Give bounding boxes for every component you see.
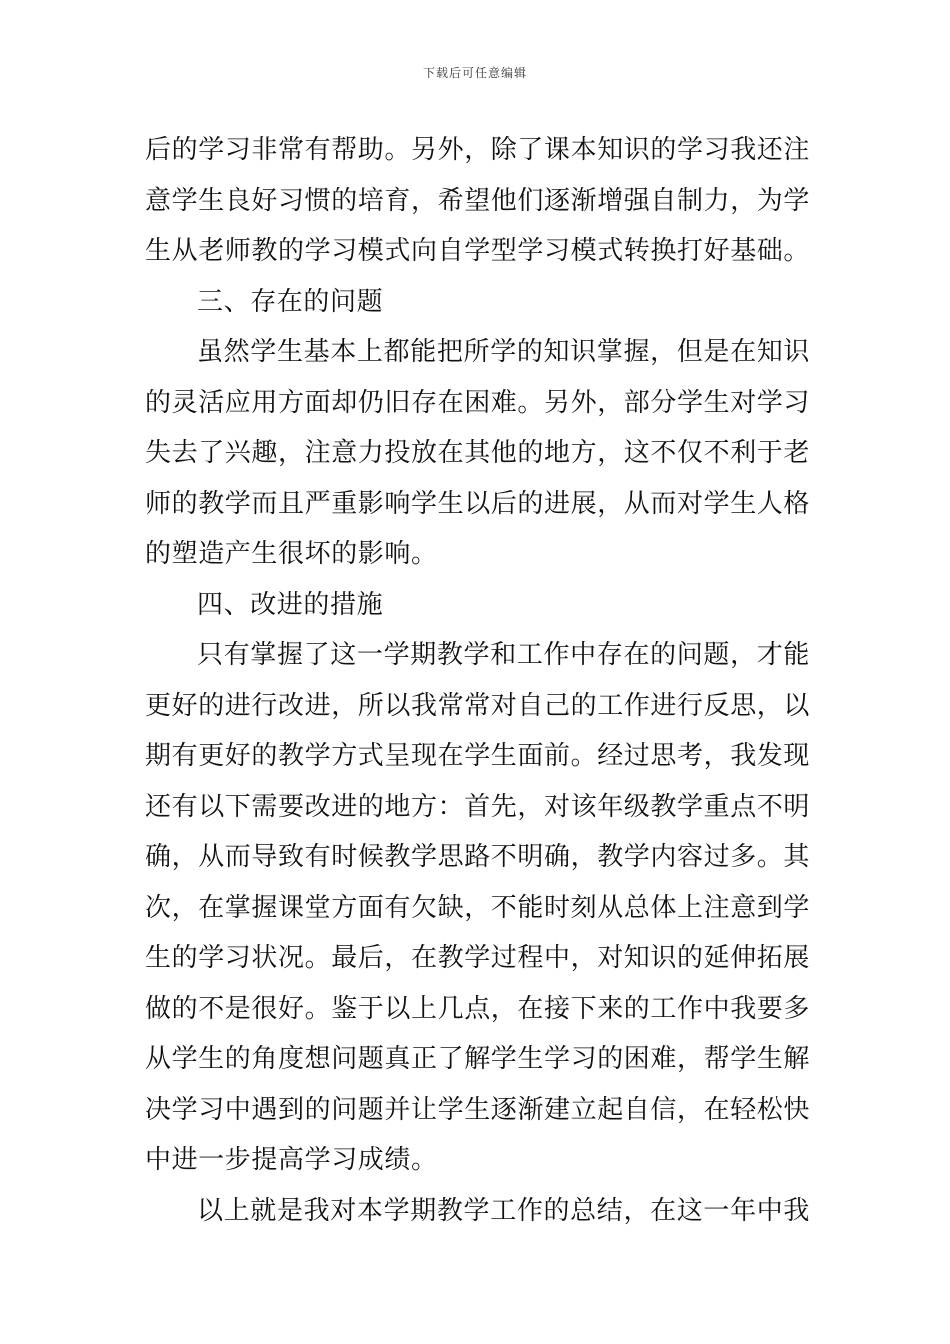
section-heading: 三、存在的问题	[197, 286, 384, 317]
text-line: 后的学习非常有帮助。另外，除了课本知识的学习我还注	[145, 135, 810, 165]
text-line: 虽然学生基本上都能把所学的知识掌握，但是在知识	[197, 337, 810, 367]
text-line: 师的教学而且严重影响学生以后的进展，从而对学生人格	[145, 488, 810, 519]
document-body	[145, 125, 810, 1236]
text-line: 失去了兴趣，注意力投放在其他的地方，这不仅不利于老	[145, 438, 810, 468]
section-heading: 四、改进的措施	[197, 589, 384, 620]
text-line: 意学生良好习惯的培育，希望他们逐渐增强自制力，为学	[145, 185, 810, 216]
text-line: 次，在掌握课堂方面有欠缺，不能时刻从总体上注意到学	[145, 892, 810, 923]
text-line: 从学生的角度想问题真正了解学生学习的困难，帮学生解	[145, 1044, 810, 1074]
text-line: 更好的进行改进，所以我常常对自己的工作进行反思，以	[145, 690, 810, 721]
text-line: 只有掌握了这一学期教学和工作中存在的问题，才能	[197, 640, 810, 670]
text-line: 还有以下需要改进的地方：首先，对该年级教学重点不明	[145, 791, 810, 822]
text-line: 的灵活应用方面却仍旧存在困难。另外，部分学生对学习	[145, 387, 810, 418]
text-line: 决学习中遇到的问题并让学生逐渐建立起自信，在轻松快	[145, 1094, 810, 1125]
page-header: 下载后可任意编辑	[422, 66, 527, 80]
text-line: 以上就是我对本学期教学工作的总结，在这一年中我	[197, 1195, 810, 1226]
text-line: 期有更好的教学方式呈现在学生面前。经过思考，我发现	[145, 741, 810, 771]
text-line: 生的学习状况。最后，在教学过程中，对知识的延伸拓展	[145, 943, 810, 973]
text-line: 的塑造产生很坏的影响。	[145, 539, 438, 569]
text-line: 确，从而导致有时候教学思路不明确，教学内容过多。其	[145, 842, 810, 872]
text-line: 做的不是很好。鉴于以上几点，在接下来的工作中我要多	[145, 993, 810, 1024]
text-line: 中进一步提高学习成绩。	[145, 1145, 438, 1175]
text-line: 生从老师教的学习模式向自学型学习模式转换打好基础。	[145, 236, 810, 266]
